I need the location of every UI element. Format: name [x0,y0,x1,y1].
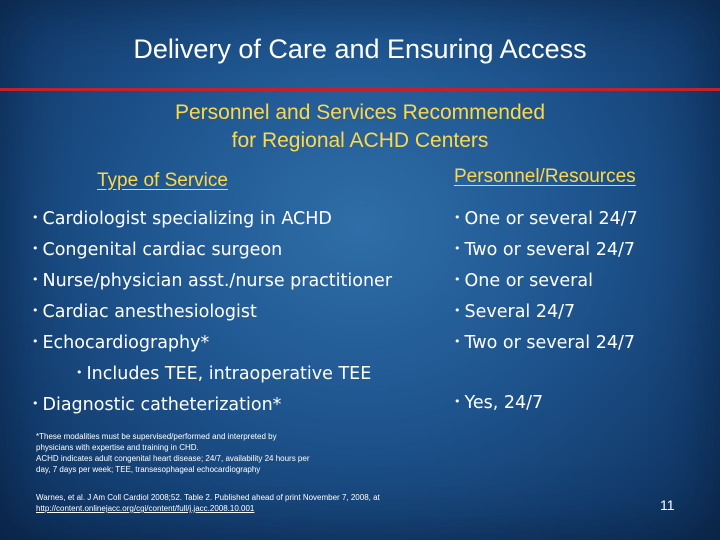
service-label: Cardiologist specializing in ACHD [42,209,332,229]
bullet-icon: • [32,304,39,317]
resources-list [454,203,638,418]
bullet-icon: • [454,211,461,224]
bullet-icon: • [454,395,461,408]
service-label: Nurse/physician asst./nurse practitioner [42,271,393,291]
resource-label: Yes, 24/7 [464,393,544,413]
slide-title: Delivery of Care and Ensuring Access [133,34,587,64]
page-number: 11 [660,497,675,513]
service-label: Echocardiography* [42,333,210,353]
title-divider [0,88,720,91]
personnel-resources-header: Personnel/Resources [454,166,636,187]
list-item [454,296,638,327]
subtitle-line-2: for Regional ACHD Centers [231,129,489,152]
bullet-icon: • [32,211,39,224]
resource-label: Several 24/7 [464,302,576,322]
bullet-icon: • [454,273,461,286]
services-list [32,203,392,420]
citation-text: Warnes, et al. J Am Coll Cardiol 2008;52. Table 2. Published ahead of print November 7, 2008, at [36,493,380,502]
service-label: Congenital cardiac surgeon [42,240,283,260]
service-label: Cardiac anesthesiologist [42,302,257,322]
resource-label: Two or several 24/7 [464,240,635,260]
bullet-icon: • [32,242,39,255]
slide-subtitle [0,99,720,155]
list-item [32,203,392,234]
list-item [454,203,638,234]
resource-label: One or several 24/7 [464,209,638,229]
list-item [32,389,392,420]
list-item [32,265,392,296]
list-item [454,387,638,418]
list-item [454,234,638,265]
bullet-icon: • [454,304,461,317]
bullet-icon: • [76,366,83,379]
footnote [36,431,456,475]
list-item [32,327,392,358]
service-label: Includes TEE, intraoperative TEE [86,364,372,384]
footnote-line: day, 7 days per week; TEE, transesophageal echocardiography [36,465,261,474]
citation [36,492,596,514]
bullet-icon: • [32,335,39,348]
bullet-icon: • [32,273,39,286]
resource-label: One or several [464,271,593,291]
footnote-line: *These modalities must be supervised/performed and interpreted by [36,432,277,441]
list-item [454,265,638,296]
resource-label: Two or several 24/7 [464,333,635,353]
footnote-line: physicians with expertise and training in CHD. [36,443,199,452]
footnote-line: ACHD indicates adult congenital heart disease; 24/7, availability 24 hours per [36,454,310,463]
service-label: Diagnostic catheterization* [42,395,282,415]
bullet-icon: • [454,335,461,348]
citation-link[interactable]: http://content.onlinejacc.org/cgi/content/full/j.jacc.2008.10.001 [36,504,255,513]
list-item [32,234,392,265]
list-item [32,296,392,327]
subtitle-line-1: Personnel and Services Recommended [174,101,546,124]
list-item [32,358,392,389]
bullet-icon: • [32,397,39,410]
bullet-icon: • [454,242,461,255]
list-item [454,327,638,358]
type-of-service-header: Type of Service [97,170,228,191]
